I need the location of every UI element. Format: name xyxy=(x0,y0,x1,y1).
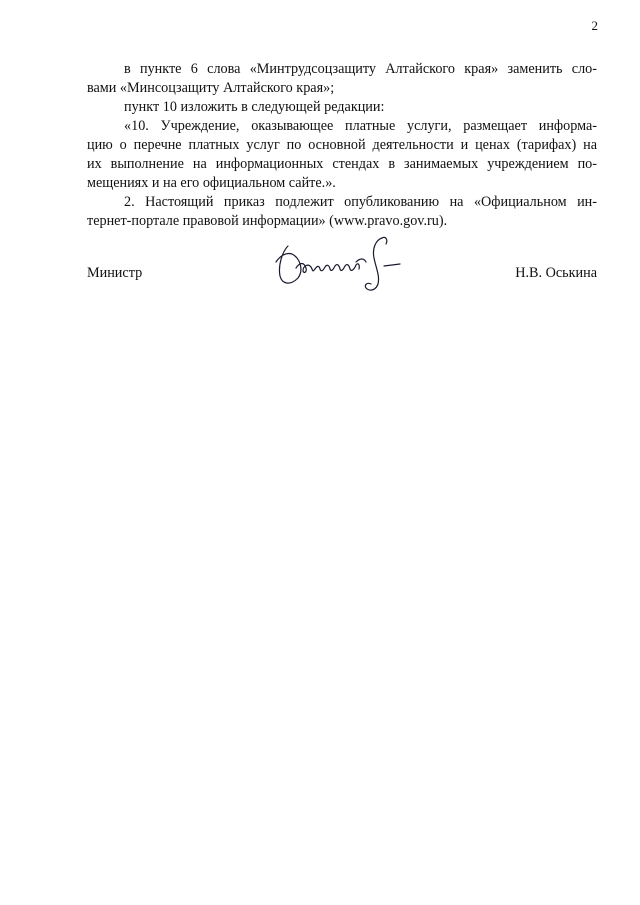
body-line: тернет-портале правовой информации» (www.pravo.gov.ru). xyxy=(87,213,448,229)
page-number: 2 xyxy=(591,18,598,33)
body-line: их выполнение на информационных стендах в занимаемых учреждением по- xyxy=(87,156,597,172)
body-line: мещениях и на его официальном сайте.». xyxy=(87,175,336,191)
body-line: в пункте 6 слова «Минтрудсоцзащиту Алтайского края» заменить сло- xyxy=(124,61,597,77)
signatory-position: Министр xyxy=(87,265,143,281)
body-line: пункт 10 изложить в следующей редакции: xyxy=(124,99,385,115)
body-line: 2. Настоящий приказ подлежит опубликованию на «Официальном ин- xyxy=(124,194,597,210)
body-line: «10. Учреждение, оказывающее платные услуги, размещает информа- xyxy=(124,118,597,134)
body-line: цию о перечне платных услуг по основной деятельности и ценах (тарифах) на xyxy=(87,137,597,153)
handwritten-signature xyxy=(270,232,410,296)
body-line: вами «Минсоцзащиту Алтайского края»; xyxy=(87,80,335,96)
signatory-name: Н.В. Оськина xyxy=(515,265,597,281)
